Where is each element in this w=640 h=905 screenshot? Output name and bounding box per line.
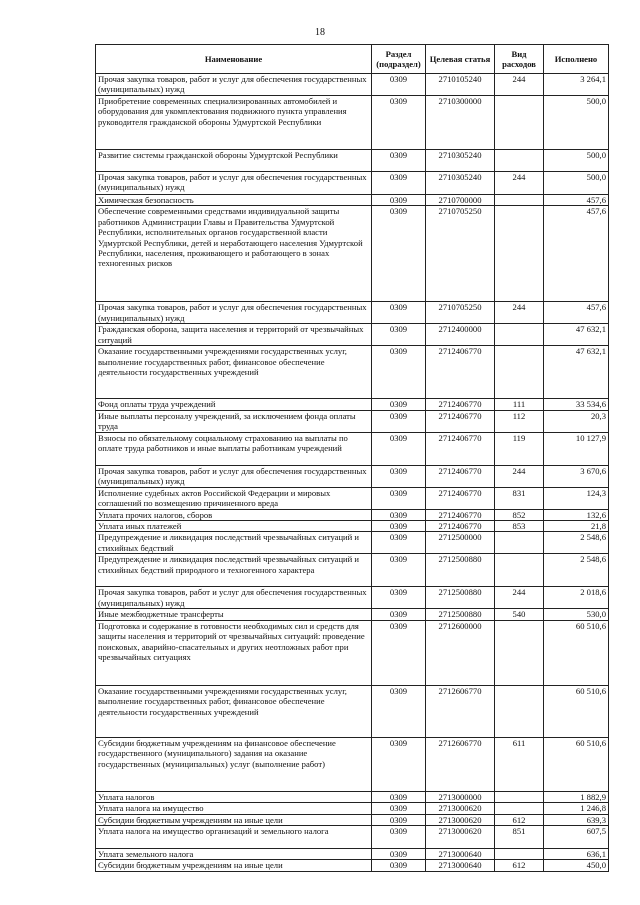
row-razdel-cell: 0309 [372,487,426,509]
row-isp-cell: 2 548,6 [544,554,609,587]
row-name-cell: Уплата налога на имущество организаций и земельного налога [96,826,372,849]
row-isp-cell: 450,0 [544,860,609,871]
row-name-cell: Субсидии бюджетным учреждениям на финансовое обеспечение государственного (муниципального) задания на оказание государственных (муниципальных) услуг (выполнение работ) [96,737,372,791]
row-vid-cell [495,346,544,399]
row-celevaya-cell: 2710705250 [426,302,495,324]
row-isp-cell: 20,3 [544,410,609,432]
row-razdel-cell: 0309 [372,803,426,814]
row-celevaya-cell: 2710300000 [426,96,495,150]
table-row [96,737,609,791]
row-razdel-cell: 0309 [372,509,426,520]
row-isp-cell: 47 632,1 [544,346,609,399]
table-row [96,346,609,399]
row-name-cell: Оказание государственными учреждениями государственных услуг, выполнение государственных работ, финансовое обеспечение деятельности государственных учреждений [96,685,372,737]
row-razdel-cell: 0309 [372,74,426,96]
table-row [96,803,609,814]
budget-execution-table [95,44,609,872]
row-celevaya-cell: 2713000000 [426,791,495,802]
row-razdel-cell: 0309 [372,206,426,302]
table-row [96,410,609,432]
row-name-cell: Субсидии бюджетным учреждениям на иные цели [96,860,372,871]
row-vid-cell [495,554,544,587]
table-row [96,487,609,509]
row-isp-cell: 47 632,1 [544,324,609,346]
row-isp-cell: 124,3 [544,487,609,509]
row-celevaya-cell: 2713000640 [426,860,495,871]
row-vid-cell: 119 [495,432,544,465]
row-celevaya-cell: 2713000620 [426,826,495,849]
table-header-row [96,45,609,74]
row-vid-cell: 111 [495,399,544,410]
row-razdel-cell: 0309 [372,620,426,685]
row-razdel-cell: 0309 [372,96,426,150]
row-vid-cell: 851 [495,826,544,849]
row-isp-cell: 21,8 [544,521,609,532]
row-celevaya-cell: 2712406770 [426,410,495,432]
table-row [96,324,609,346]
row-razdel-cell: 0309 [372,849,426,860]
row-name-cell: Прочая закупка товаров, работ и услуг для обеспечения государственных (муниципальных) нужд [96,587,372,609]
row-vid-cell: 244 [495,302,544,324]
row-celevaya-cell: 2712406770 [426,487,495,509]
row-name-cell: Химическая безопасность [96,195,372,206]
row-name-cell: Иные выплаты персоналу учреждений, за исключением фонда оплаты труда [96,410,372,432]
row-vid-cell: 112 [495,410,544,432]
table-row [96,399,609,410]
row-name-cell: Прочая закупка товаров, работ и услуг для обеспечения государственных (муниципальных) нужд [96,74,372,96]
row-celevaya-cell: 2712406770 [426,399,495,410]
row-celevaya-cell: 2712606770 [426,737,495,791]
row-isp-cell: 60 510,6 [544,737,609,791]
row-vid-cell [495,685,544,737]
row-razdel-cell: 0309 [372,532,426,554]
row-celevaya-cell: 2713000640 [426,849,495,860]
row-isp-cell: 1 246,8 [544,803,609,814]
row-celevaya-cell: 2713000620 [426,814,495,825]
table-row [96,860,609,871]
table-row [96,206,609,302]
row-isp-cell: 3 264,1 [544,74,609,96]
row-razdel-cell: 0309 [372,172,426,195]
row-isp-cell: 33 534,6 [544,399,609,410]
row-isp-cell: 500,0 [544,150,609,172]
table-row [96,465,609,487]
row-isp-cell: 457,6 [544,302,609,324]
table-row [96,826,609,849]
row-name-cell: Взносы по обязательному социальному страхованию на выплаты по оплате труда работников и иные выплаты работникам учреждений [96,432,372,465]
row-name-cell: Уплата налогов [96,791,372,802]
row-celevaya-cell: 2712500880 [426,587,495,609]
table-row [96,791,609,802]
row-name-cell: Предупреждение и ликвидация последствий чрезвычайных ситуаций и стихийных бедствий [96,532,372,554]
header-name: Наименование [96,45,372,74]
table-row [96,172,609,195]
row-vid-cell: 612 [495,860,544,871]
row-vid-cell [495,324,544,346]
row-celevaya-cell: 2710700000 [426,195,495,206]
row-vid-cell [495,206,544,302]
row-celevaya-cell: 2710305240 [426,172,495,195]
row-razdel-cell: 0309 [372,195,426,206]
row-celevaya-cell: 2712606770 [426,685,495,737]
row-vid-cell [495,195,544,206]
row-celevaya-cell: 2712500880 [426,554,495,587]
row-name-cell: Исполнение судебных актов Российской Федерации и мировых соглашений по возмещению причиненного вреда [96,487,372,509]
row-razdel-cell: 0309 [372,150,426,172]
row-celevaya-cell: 2712406770 [426,509,495,520]
row-isp-cell: 500,0 [544,96,609,150]
row-isp-cell: 639,3 [544,814,609,825]
row-celevaya-cell: 2713000620 [426,803,495,814]
row-vid-cell: 611 [495,737,544,791]
row-vid-cell [495,532,544,554]
row-name-cell: Гражданская оборона, защита населения и территорий от чрезвычайных ситуаций [96,324,372,346]
row-isp-cell: 132,6 [544,509,609,520]
row-isp-cell: 457,6 [544,206,609,302]
table-row [96,150,609,172]
row-name-cell: Оказание государственными учреждениями государственных услуг, выполнение государственных работ, финансовое обеспечение деятельности государственных учреждений [96,346,372,399]
row-isp-cell: 3 670,6 [544,465,609,487]
table-row [96,432,609,465]
row-celevaya-cell: 2712406770 [426,521,495,532]
row-celevaya-cell: 2710305240 [426,150,495,172]
row-name-cell: Прочая закупка товаров, работ и услуг для обеспечения государственных (муниципальных) нужд [96,302,372,324]
row-name-cell: Развитие системы гражданской обороны Удмуртской Республики [96,150,372,172]
row-razdel-cell: 0309 [372,324,426,346]
table-row [96,302,609,324]
row-vid-cell: 244 [495,587,544,609]
row-celevaya-cell: 2712500000 [426,532,495,554]
row-name-cell: Уплата иных платежей [96,521,372,532]
row-vid-cell: 612 [495,814,544,825]
row-name-cell: Уплата земельного налога [96,849,372,860]
row-isp-cell: 2 018,6 [544,587,609,609]
page-number: 18 [315,27,325,38]
row-vid-cell [495,791,544,802]
header-isp: Исполнено [544,45,609,74]
row-vid-cell: 244 [495,172,544,195]
row-celevaya-cell: 2712406770 [426,432,495,465]
table-row [96,195,609,206]
row-name-cell: Уплата прочих налогов, сборов [96,509,372,520]
row-isp-cell: 10 127,9 [544,432,609,465]
table-row [96,849,609,860]
row-vid-cell: 852 [495,509,544,520]
row-vid-cell: 831 [495,487,544,509]
row-razdel-cell: 0309 [372,410,426,432]
row-vid-cell: 244 [495,74,544,96]
row-razdel-cell: 0309 [372,346,426,399]
row-name-cell: Уплата налога на имущество [96,803,372,814]
row-vid-cell [495,620,544,685]
table-row [96,74,609,96]
row-name-cell: Субсидии бюджетным учреждениям на иные цели [96,814,372,825]
row-name-cell: Иные межбюджетные трансферты [96,609,372,620]
row-isp-cell: 60 510,6 [544,620,609,685]
row-vid-cell [495,150,544,172]
row-vid-cell [495,803,544,814]
row-name-cell: Прочая закупка товаров, работ и услуг для обеспечения государственных (муниципальных) нужд [96,172,372,195]
table-body [96,74,609,872]
row-razdel-cell: 0309 [372,737,426,791]
row-celevaya-cell: 2712600000 [426,620,495,685]
row-isp-cell: 1 882,9 [544,791,609,802]
row-razdel-cell: 0309 [372,521,426,532]
table-row [96,554,609,587]
row-isp-cell: 500,0 [544,172,609,195]
table-row [96,814,609,825]
row-razdel-cell: 0309 [372,685,426,737]
table-row [96,685,609,737]
row-celevaya-cell: 2712406770 [426,465,495,487]
row-name-cell: Предупреждение и ликвидация последствий чрезвычайных ситуаций и стихийных бедствий природного и техногенного характера [96,554,372,587]
header-celevaya: Целевая статья [426,45,495,74]
row-celevaya-cell: 2712406770 [426,346,495,399]
table-row [96,587,609,609]
row-razdel-cell: 0309 [372,465,426,487]
row-isp-cell: 457,6 [544,195,609,206]
row-name-cell: Приобретение современных специализированных автомобилей и оборудования для укомплектования подвижного пункта управления руководителя гражданской обороны Удмуртской Республики [96,96,372,150]
row-razdel-cell: 0309 [372,432,426,465]
row-celevaya-cell: 2712400000 [426,324,495,346]
table-row [96,521,609,532]
row-vid-cell: 244 [495,465,544,487]
header-vid: Вид расходов [495,45,544,74]
row-razdel-cell: 0309 [372,399,426,410]
row-isp-cell: 607,5 [544,826,609,849]
row-isp-cell: 60 510,6 [544,685,609,737]
row-razdel-cell: 0309 [372,826,426,849]
row-celevaya-cell: 2712500880 [426,609,495,620]
table-row [96,620,609,685]
row-name-cell: Фонд оплаты труда учреждений [96,399,372,410]
row-razdel-cell: 0309 [372,609,426,620]
row-celevaya-cell: 2710705250 [426,206,495,302]
row-name-cell: Обеспечение современными средствами индивидуальной защиты работников Администрации Главы и Правительства Удмуртской Республики, исполнительных органов государственной власти Удмуртской Республики, детей и неработающего населения Удмуртской Республики, населения, проживающего и работающего в зонах техногенных рисков [96,206,372,302]
row-celevaya-cell: 2710105240 [426,74,495,96]
row-vid-cell: 540 [495,609,544,620]
table-row [96,509,609,520]
table-row [96,609,609,620]
row-vid-cell [495,849,544,860]
row-vid-cell: 853 [495,521,544,532]
row-isp-cell: 2 548,6 [544,532,609,554]
row-name-cell: Подготовка и содержание в готовности необходимых сил и средств для защиты населения и территорий от чрезвычайных ситуаций: проведение поисковых, аварийно-спасательных и других неотложных работ при чрезвычайных ситуациях [96,620,372,685]
row-isp-cell: 530,0 [544,609,609,620]
row-isp-cell: 636,1 [544,849,609,860]
table-row [96,532,609,554]
row-name-cell: Прочая закупка товаров, работ и услуг для обеспечения государственных (муниципальных) нужд [96,465,372,487]
table-row [96,96,609,150]
row-vid-cell [495,96,544,150]
row-razdel-cell: 0309 [372,302,426,324]
row-razdel-cell: 0309 [372,860,426,871]
row-razdel-cell: 0309 [372,587,426,609]
header-razdel: Раздел (подраздел) [372,45,426,74]
row-razdel-cell: 0309 [372,814,426,825]
row-razdel-cell: 0309 [372,554,426,587]
row-razdel-cell: 0309 [372,791,426,802]
